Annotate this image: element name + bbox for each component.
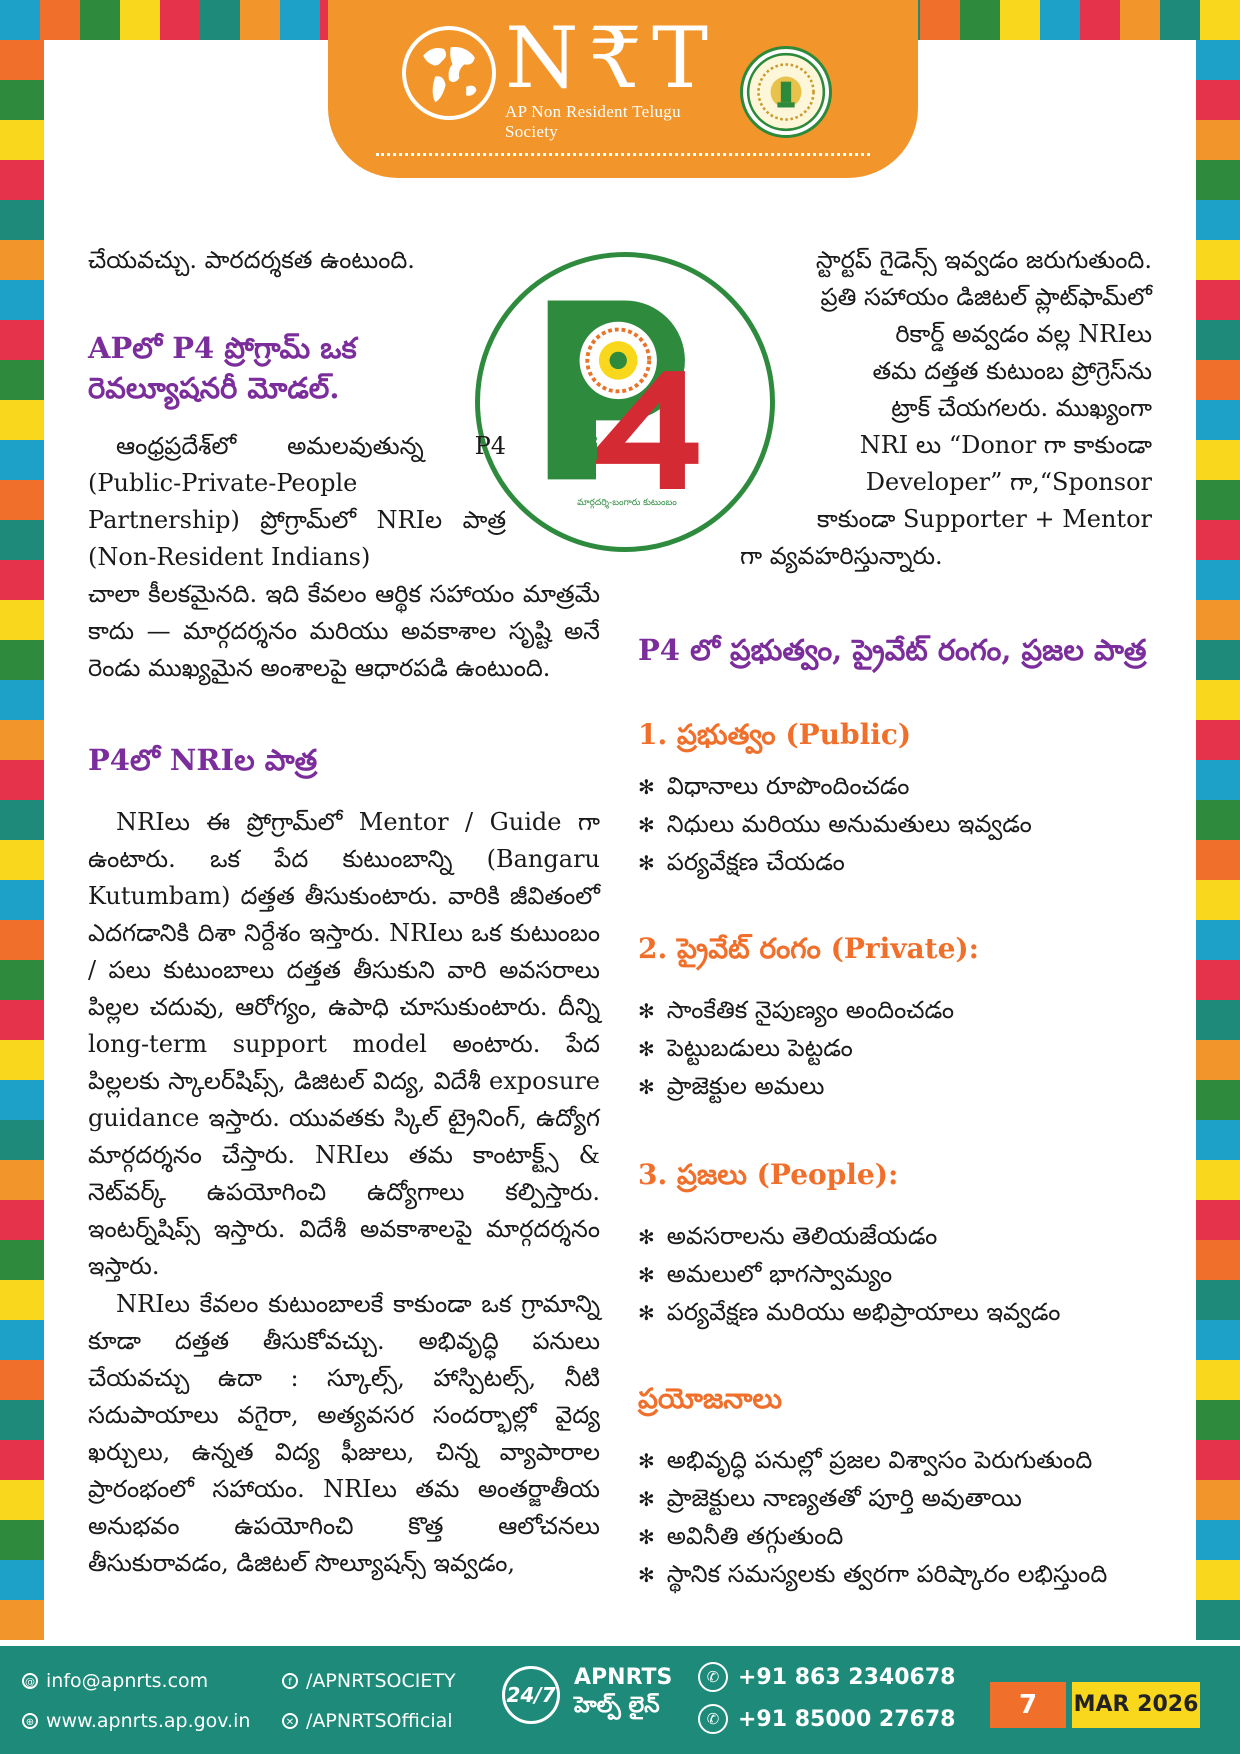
right-line: ట్రాక్ చేయగలరు. ముఖ్యంగా	[891, 394, 1152, 422]
private-list	[638, 992, 1148, 1106]
brand-subtitle: AP Non Resident Telugu Society	[505, 102, 681, 141]
heading-nri-role: P4లో NRIల పాత్ర	[88, 743, 318, 777]
phone-1-text: +91 863 2340678	[738, 1664, 956, 1690]
list-item: ✻ ప్రాజెక్టులు నాణ్యతతో పూర్తి అవుతాయి	[638, 1480, 1148, 1518]
footer-facebook[interactable]	[282, 1670, 456, 1692]
village-adoption-paragraph: NRIలు కేవలం కుటుంబాలకే కాకుండా ఒక గ్రామాన్ని కూడా దత్తత తీసుకోవచ్చు. అభివృద్ధి పనులు చేయవచ్చు ఉదా : స్కూల్స్, హాస్పిటల్స్, నీటి సదుపాయాలు వగైరా, అత్యవసర సందర్భాల్లో వైద్య ఖర్చులు, ఉన్నత విద్య ఫీజులు, చిన్న వ్యాపారాల ప్రారంభంలో సహాయం. NRIలు తమ అంతర్జాతీయ అనుభవం ఉపయోగించి కొత్త ఆలోచనలు తీసుకురావడం, డిజిటల్ సొల్యూషన్స్ ఇవ్వడం,	[88, 1290, 600, 1577]
right-line: NRI లు “Donor గా కాకుండా	[859, 431, 1152, 459]
right-line: Developer” గా,“Sponsor	[865, 468, 1152, 496]
helpline-label	[574, 1664, 672, 1720]
list-item: ✻ సాంకేతిక నైపుణ్యం అందించడం	[638, 992, 1148, 1030]
footer-twitter-text: /APNRTSOfficial	[306, 1710, 453, 1732]
list-item: ✻ అమలులో భాగస్వామ్యం	[638, 1256, 1148, 1294]
people-title: 3. ప్రజలు (People):	[638, 1158, 899, 1191]
helpline-24-7-badge: 24/7	[502, 1666, 560, 1724]
right-line: తమ దత్తత కుటుంబ ప్రోగ్రెస్‌ను	[872, 357, 1152, 385]
heading-roles: P4 లో ప్రభుత్వం, ప్రైవేట్ రంగం, ప్రజల పాత్ర	[638, 633, 1147, 667]
p4-intro-paragraph: ఆంధ్రప్రదేశ్‌లో అమలవుతున్న P4 (Public-Private-People Partnership) ప్రోగ్రామ్‌లో NRIల పాత్ర (Non-Resident Indians)	[88, 432, 506, 571]
list-item: ✻ పర్యవేక్షణ చేయడం	[638, 844, 1148, 882]
right-line: రికార్డ్ అవ్వడం వల్ల NRIలు	[895, 320, 1152, 348]
phone-2[interactable]	[698, 1704, 955, 1734]
intro-text: చేయవచ్చు. పారదర్శకత ఉంటుంది.	[88, 246, 415, 274]
globe-icon	[402, 26, 496, 120]
private-title: 2. ప్రైవేట్ రంగం (Private):	[638, 932, 980, 965]
list-item: ✻ పర్యవేక్షణ మరియు అభిప్రాయాలు ఇవ్వడం	[638, 1294, 1148, 1332]
x-twitter-icon: ✕	[282, 1713, 298, 1729]
benefits-list	[638, 1442, 1148, 1594]
globe-small-icon: ⊕	[22, 1713, 38, 1729]
public-title: 1. ప్రభుత్వం (Public)	[638, 718, 912, 751]
p4-logo-caption: మార్గదర్శి-బంగారు కుటుంబం	[577, 498, 677, 508]
brand-name: N₹T	[505, 9, 718, 107]
footer-facebook-text: /APNRTSOCIETY	[306, 1670, 456, 1692]
footer-email-text: info@apnrts.com	[46, 1670, 209, 1692]
helpline-telugu: హెల్ప్ లైన్	[574, 1693, 660, 1718]
list-item: ✻ నిధులు మరియు అనుమతులు ఇవ్వడం	[638, 806, 1148, 844]
whatsapp-icon: ✆	[698, 1704, 728, 1734]
nri-role-paragraph: NRIలు ఈ ప్రోగ్రామ్‌లో Mentor / Guide గా ఉంటారు. ఒక పేద కుటుంబాన్ని (Bangaru Kutumbam) దత్తత తీసుకుంటారు. వారికి జీవితంలో ఎదగడానికి దిశా నిర్దేశం ఇస్తారు. NRIలు ఒక కుటుంబం / పలు కుటుంబాలు దత్తత తీసుకుని వారి అవసరాలు పిల్లల చదువు, ఆరోగ్యం, ఉపాధి చూసుకుంటారు. దీన్ని long-term support model అంటారు. పేద పిల్లలకు స్కాలర్‌షిప్స్, డిజిటల్ విద్య, విదేశీ exposure guidance ఇస్తారు. యువతకు స్కిల్ ట్రైనింగ్, ఉద్యోగ మార్గదర్శనం చేస్తారు. NRIలు తమ కాంటాక్ట్స్ & నెట్‌వర్క్ ఉపయోగించి ఉద్యోగాలు కల్పిస్తారు. ఇంటర్న్‌షిప్స్ ఇస్తారు. విదేశీ అవకాశాలపై మార్గదర్శనం ఇస్తారు.	[88, 808, 600, 1280]
footer-email[interactable]	[22, 1670, 208, 1692]
email-icon: @	[22, 1673, 38, 1689]
phone-1[interactable]	[698, 1662, 955, 1692]
public-list	[638, 768, 1148, 882]
footer	[0, 1646, 1240, 1754]
brand-block	[505, 10, 735, 142]
footer-twitter[interactable]	[282, 1710, 453, 1732]
list-item: ✻ ప్రాజెక్టుల అమలు	[638, 1068, 1148, 1106]
right-color-strip	[1196, 0, 1240, 1646]
benefits-title: ప్రయోజనాలు	[638, 1382, 783, 1415]
phone-2-text: +91 85000 27678	[738, 1706, 956, 1732]
phone-icon: ✆	[698, 1662, 728, 1692]
heading-revolutionary-model: APలో P4 ప్రోగ్రామ్ ఒక రెవల్యూషనరీ మోడల్.	[88, 331, 357, 405]
people-list	[638, 1218, 1148, 1332]
list-item: ✻ విధానాలు రూపొందించడం	[638, 768, 1148, 806]
issue-date: MAR 2026	[1072, 1682, 1200, 1728]
government-seal-icon	[740, 46, 832, 138]
left-color-strip	[0, 0, 44, 1646]
facebook-icon: f	[282, 1673, 298, 1689]
list-item: ✻ అభివృద్ధి పనుల్లో ప్రజల విశ్వాసం పెరుగుతుంది	[638, 1442, 1148, 1480]
right-line: ప్రతి సహాయం డిజిటల్ ప్లాట్‌ఫామ్‌లో	[820, 283, 1152, 311]
right-line: స్టార్టప్ గైడెన్స్ ఇవ్వడం జరుగుతుంది.	[815, 246, 1152, 274]
footer-website-text: www.apnrts.ap.gov.in	[46, 1710, 251, 1732]
right-line: గా వ్యవహరిస్తున్నారు.	[740, 542, 943, 570]
p4-intro-paragraph-continued: చాలా కీలకమైనది. ఇది కేవలం ఆర్థిక సహాయం మాత్రమే కాదు — మార్గదర్శనం మరియు అవకాశాల సృష్టి అనే రెండు ముఖ్యమైన అంశాలపై ఆధారపడి ఉంటుంది.	[88, 580, 600, 682]
list-item: ✻ అవసరాలను తెలియజేయడం	[638, 1218, 1148, 1256]
page-number: 7	[990, 1682, 1066, 1728]
list-item: ✻ అవినీతి తగ్గుతుంది	[638, 1518, 1148, 1556]
helpline-name: APNRTS	[574, 1665, 673, 1690]
list-item: ✻ పెట్టుబడులు పెట్టడం	[638, 1030, 1148, 1068]
right-line: కాకుండా Supporter + Mentor	[816, 505, 1152, 533]
header-dotted-line	[376, 153, 870, 156]
footer-website[interactable]	[22, 1710, 250, 1732]
list-item: ✻ స్థానిక సమస్యలకు త్వరగా పరిష్కారం లభిస్తుంది	[638, 1556, 1148, 1594]
